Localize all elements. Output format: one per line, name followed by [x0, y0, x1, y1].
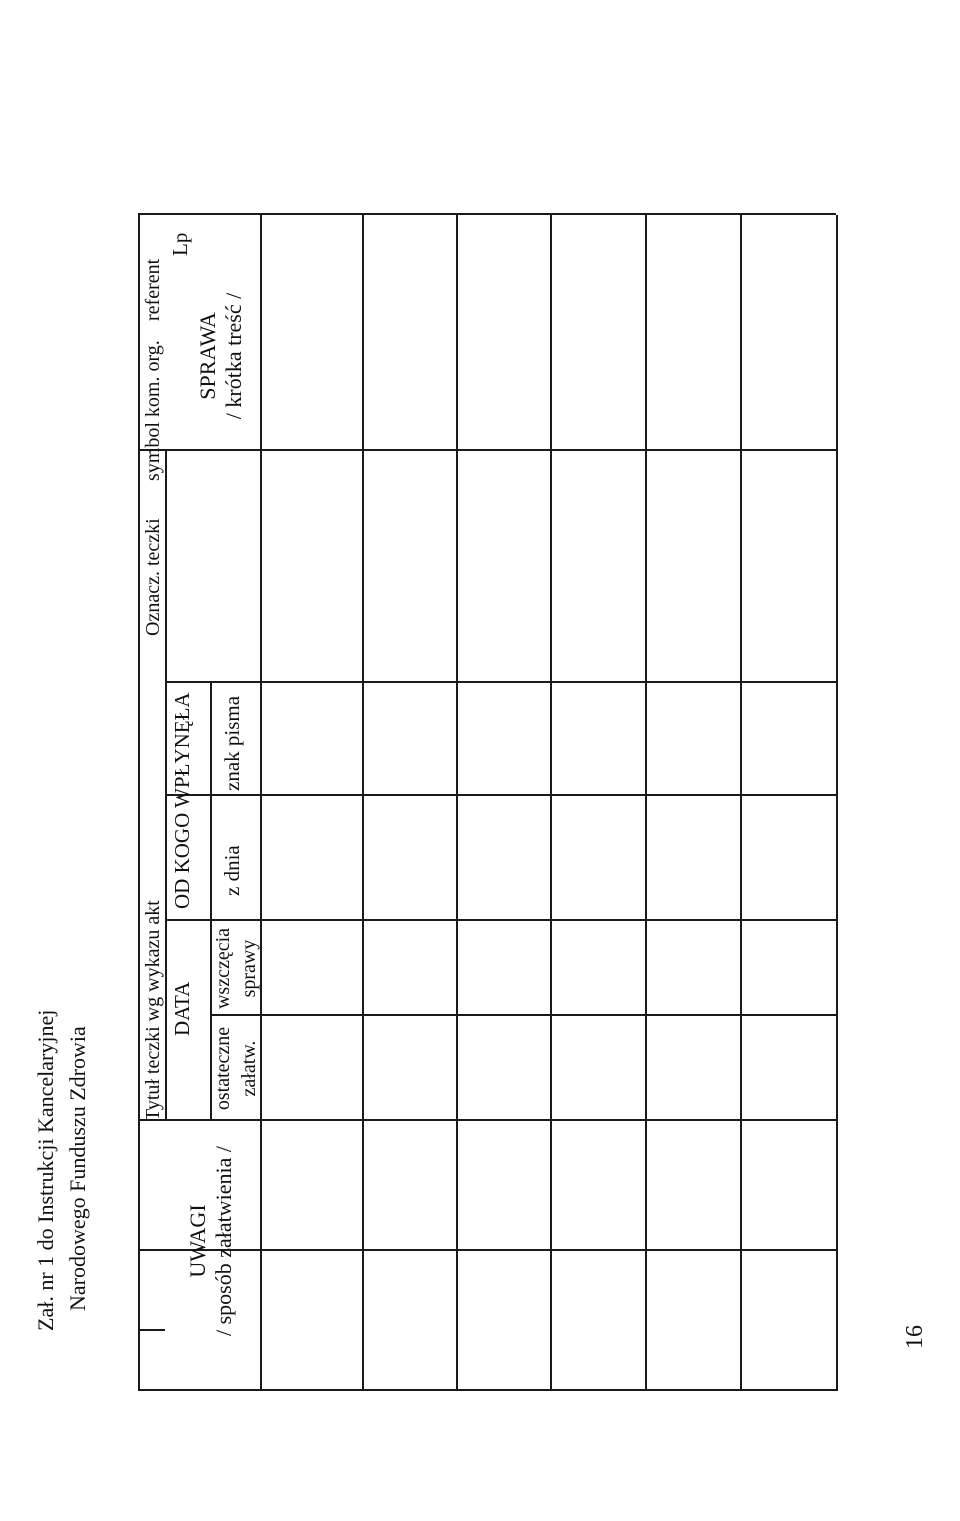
header-line-2: Narodowego Funduszu Zdrowia: [65, 1026, 90, 1311]
col-ostateczne-l1: ostateczne: [212, 1026, 234, 1111]
col-od-kogo: OD KOGO WPŁYNĘŁA: [170, 692, 194, 909]
col-data: DATA: [170, 981, 194, 1036]
col-sprawa-sub: / krótka treść /: [221, 292, 246, 420]
col-referent: referent: [142, 258, 164, 321]
col-ostateczne: [210, 1016, 262, 1121]
col-wszczecia-l1: wszczęcia: [212, 927, 234, 1010]
col-lp: Lp: [168, 232, 192, 256]
col-wszczecia-l2: sprawy: [238, 939, 260, 998]
col-uwagi-sub: / sposób załatwienia /: [211, 1146, 236, 1337]
col-sprawa-label: SPRAWA: [195, 312, 220, 400]
col-symbol: symbol kom. org.: [142, 340, 164, 481]
col-oznacz: Oznacz. teczki: [142, 518, 164, 636]
col-znak: znak pisma: [220, 695, 244, 791]
col-z-dnia: z dnia: [220, 845, 244, 896]
col-title: Tytuł teczki wg wykazu akt: [142, 900, 164, 1121]
col-uwagi: [185, 1121, 237, 1361]
header-line-1: Zał. nr 1 do Instrukcji Kancelaryjnej: [33, 1009, 58, 1331]
page-number: 16: [902, 1325, 928, 1349]
col-sprawa: [195, 251, 247, 461]
col-ostateczne-l2: załatw.: [238, 1040, 260, 1097]
col-uwagi-label: UWAGI: [185, 1204, 210, 1278]
col-wszczecia: [210, 921, 262, 1016]
